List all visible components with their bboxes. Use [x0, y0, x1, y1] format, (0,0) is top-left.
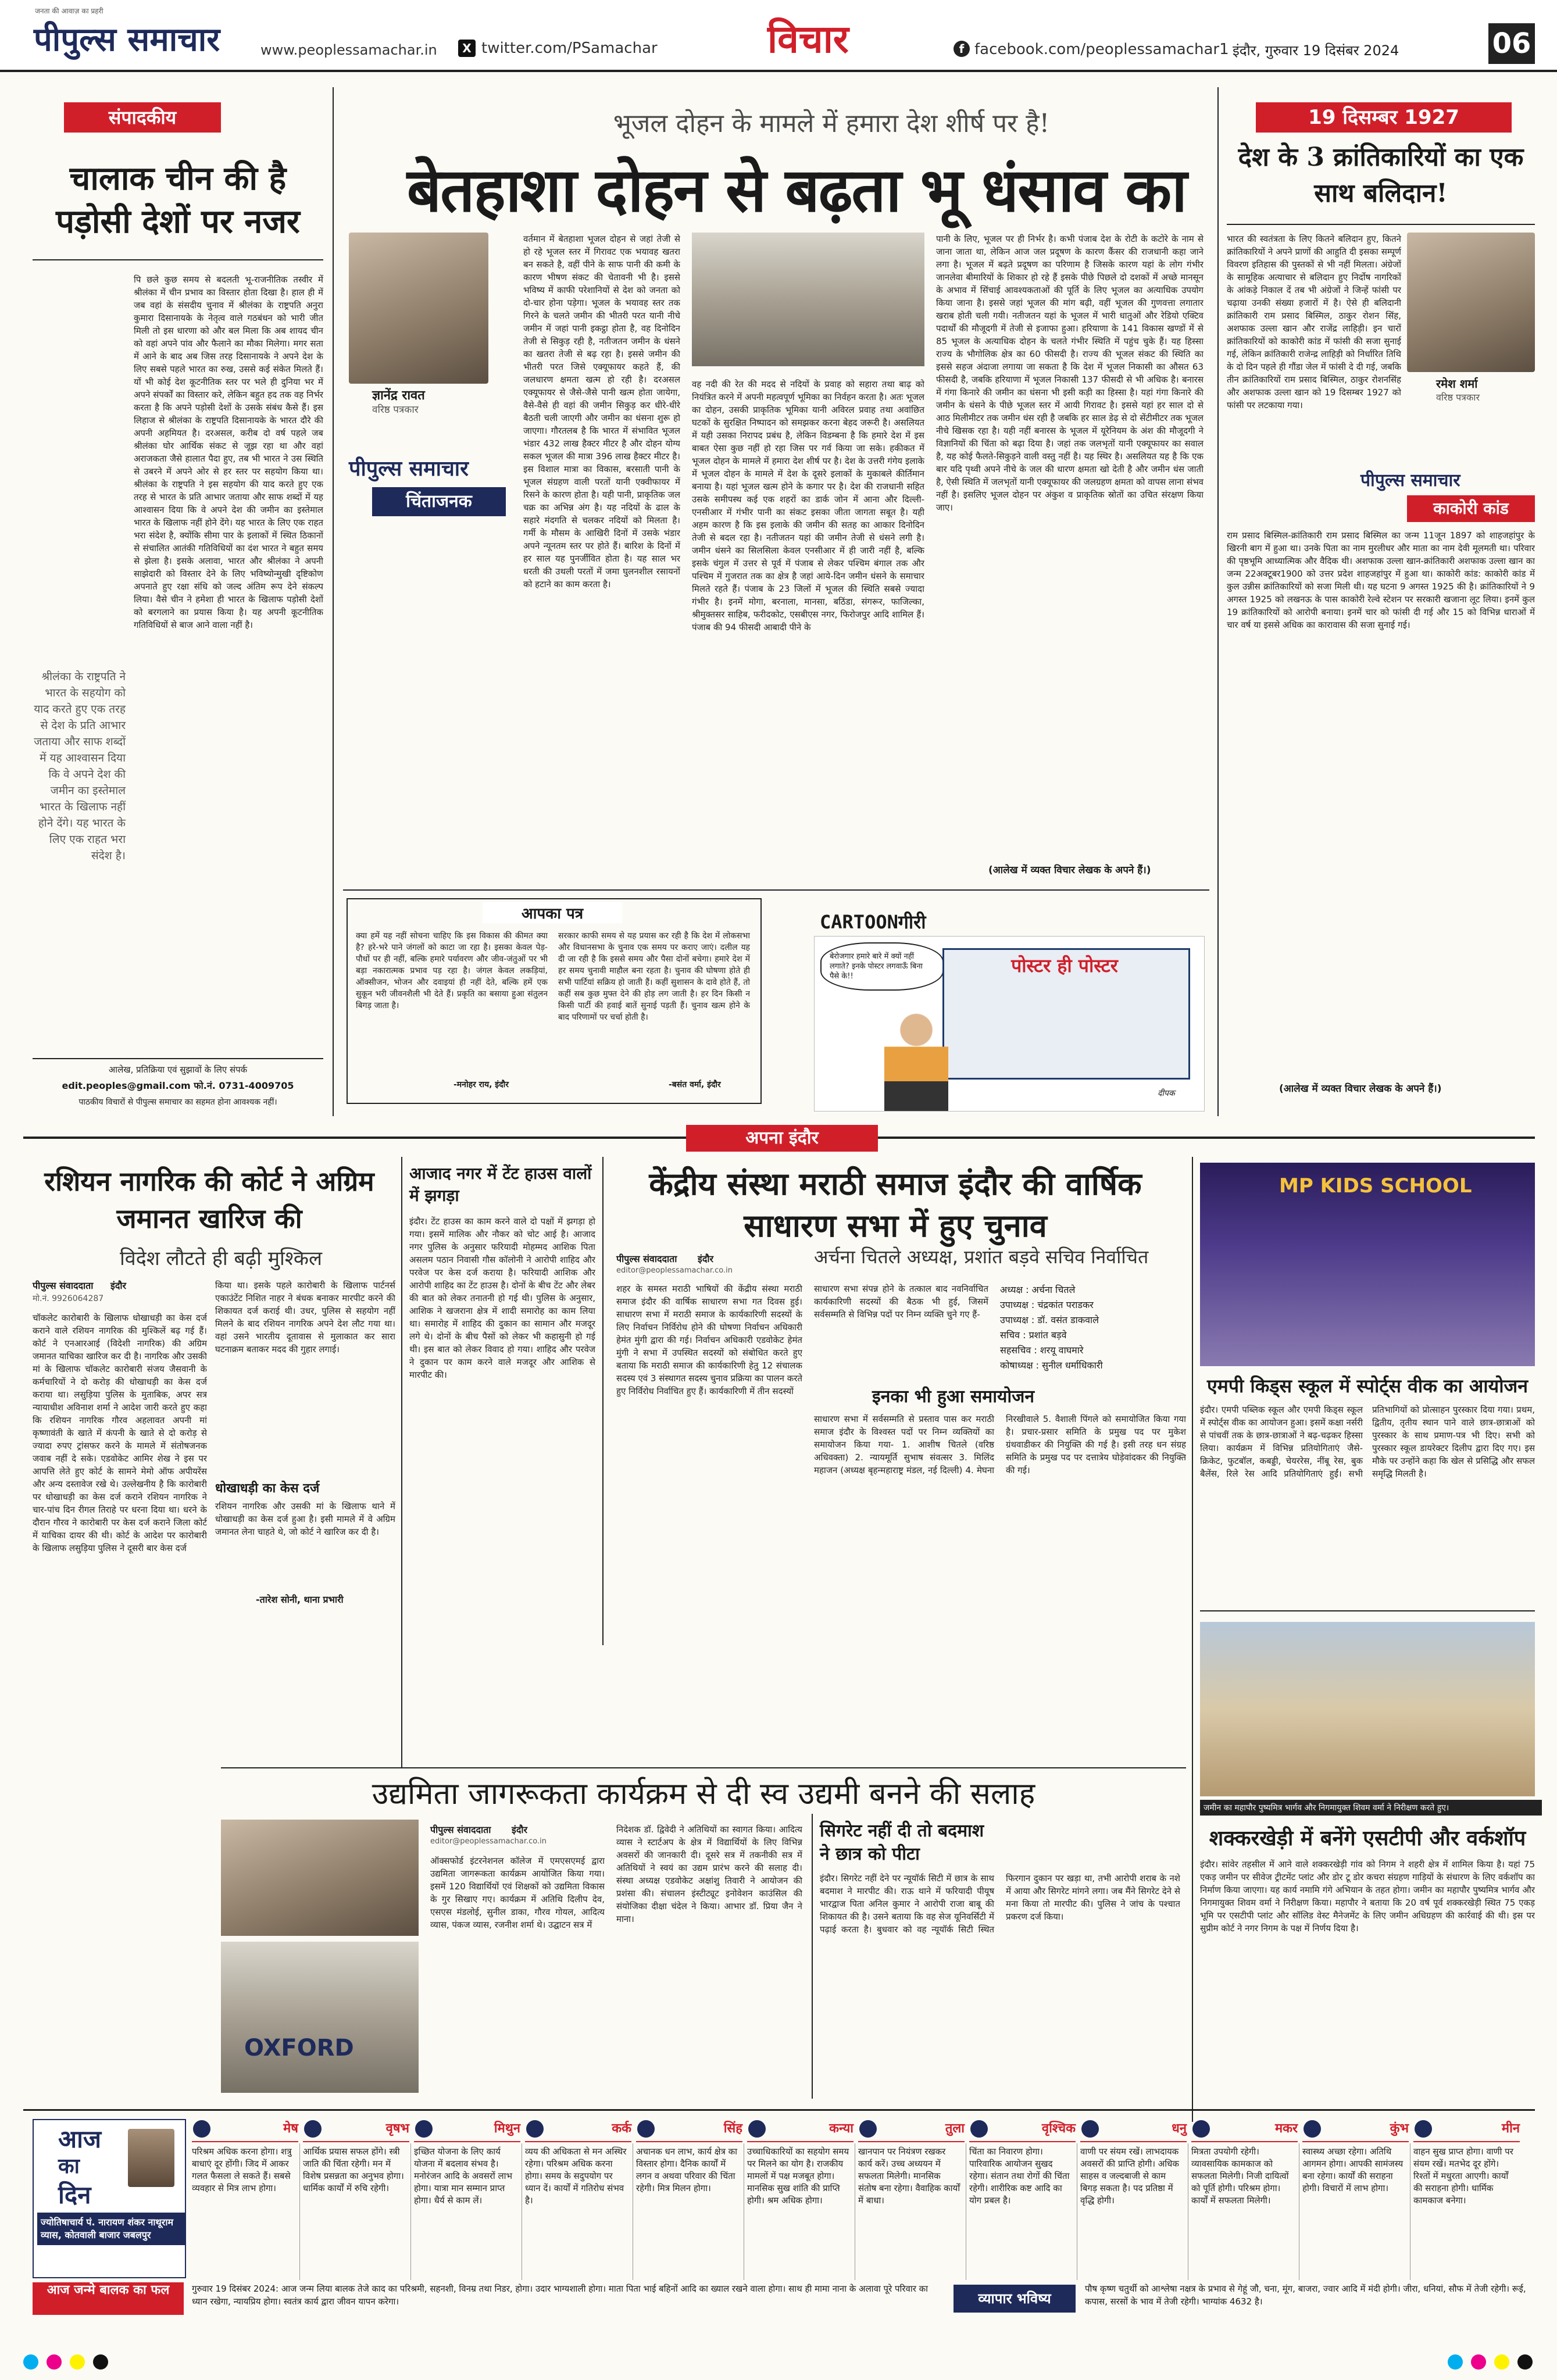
news1-subhead2: धोखाधड़ी का केस दर्ज — [215, 1481, 320, 1496]
cartoon-signature: दीपक — [1158, 1089, 1175, 1098]
history-author-role: वरिष्ठ पत्रकार — [1436, 392, 1480, 403]
rashi-text: चिंता का निवारण होगा। पारिवारिक आयोजन सुखद रहेगा। संतान तथा रोगों की चिंता रहेगी। शारीरिक कष्ट आदि का योग प्रबल है। — [969, 2146, 1070, 2206]
rashi-name: तुला — [858, 2119, 965, 2142]
news5-headline: शक्करखेड़ी में बनेंगे एसटीपी और वर्कशॉप — [1209, 1826, 1526, 1850]
editorial-pullquote: श्रीलंका के राष्ट्रपति ने भारत के सहयोग को याद करते हुए एक तरह से देश के प्रति आभार जताया और साफ शब्दों में यह आश्वासन दिया कि वे अपने देश की जमीन का इस्तेमाल भारत के खिलाफ नहीं होने देंगे। यह भारत के लिए एक राहत भरा संदेश है। — [34, 670, 126, 862]
news6-byline: पीपुल्स संवाददाता — [430, 1824, 491, 1835]
letter-1: क्या हमें यह नहीं सोचना चाहिए कि इस विकास की कीमत क्या है? हरे-भरे पाने जंगलों को काटा जा रहा है। इसका केवल पेड़-पौधों पर ही नहीं, बल्कि हमारे पर्यावरण और जीव-जंतुओं पर भी बड़ा नकारात्मक प्रभाव पड़ रहा है। जंगल केवल लकड़ियां, ऑक्सीजन, भोजन और दवाइयां ही नहीं देते, बल्कि हमें एक सुकून भरी जीवनशैली भी देते हैं। प्रकृति का बसाया हुआ संतुलन बिगड़ जाता है। — [356, 931, 548, 1010]
office-joint-secretary: सहसचिव : शरयू वाघमारे — [1000, 1345, 1084, 1356]
history-badge: काकोरी कांड — [1407, 495, 1535, 522]
news3-divider — [1192, 1157, 1193, 2122]
zodiac-sign-icon — [526, 2120, 544, 2138]
news2-divider — [602, 1157, 603, 1645]
website-link[interactable]: www.peoplessamachar.in — [260, 42, 437, 58]
zodiac-sign-icon — [1304, 2120, 1321, 2138]
office-vp-1: उपाध्यक्ष : चंद्रकांत पराडकर — [1000, 1299, 1094, 1310]
news4-headline: एमपी किड्स स्कूल में स्पोर्ट्स वीक का आयोजन — [1206, 1375, 1528, 1397]
letter-1-author: -मनोहर राय, इंदौर — [453, 1080, 509, 1089]
news6-email[interactable]: editor@peoplessamachar.co.in — [430, 1837, 547, 1846]
rashi-text: खानपान पर नियंत्रण रखकर कार्य करें। उच्च अध्ययन में सफलता मिलेगी। मानसिक संतोष बना रहेगा। वैवाहिक कार्यों में बाधा। — [858, 2146, 960, 2206]
registration-marks — [23, 2349, 1535, 2372]
news1-place: इंदौर — [110, 1280, 127, 1291]
badge-logo: पीपुल्स समाचार — [349, 456, 469, 481]
news1-quote-author: -तारेश सोनी, थाना प्रभारी — [256, 1594, 344, 1605]
main-col-3: पानी के लिए, भूजल पर ही निर्भर है। कभी पंजाब देश के रोटी के कटोरे के नाम से जाना जाता था, लेकिन आज जल प्रदूषण के कारण कैंसर की राजधानी कहा जाने लगा है। भूजल में बढ़ते प्रदूषण का परिणाम है जिसके कारण यहां के लोग गंभीर जानलेवा बीमारियों के शिकार हो रहे हैं इसके पीछे पिछले दो दशकों में अच्छे मानसून के अभाव में सिंचाई आवश्यकताओं की पूर्ति के लिए भूजल का अत्याधिक उपयोग किया जाना है। इससे जहां भूजल की मांग बढ़ी, वहीं भूजल की गुणवत्ता लगातार खराब होती चली गयी। नतीजतन यहां के भूजल में भारी धातुओं और रेडियो एक्टिव पदार्थों की मौजूदगी में तेजी से इजाफा हुआ। हरियाणा के 141 विकास खण्डों में से 85 भूजल के अत्याधिक दोहन के चलते गंभीर स्थिति में पहुंच चुके हैं। यह हिस्सा राज्य के भौगोलिक क्षेत्र का 60 फीसदी है। राज्य की भूजल संकट की स्थिति का इससे सहज अंदाजा लगाया जा सकता है कि देश में भूजल निकासी का औसत 63 फीसदी है, जबकि हरियाणा में भूजल निकासी 137 फीसदी से भी अधिक है। बनारस में गंगा किनारे की जमीन का धंसना भी इसी कड़ी का हिस्सा है। यहां गंगा किनारे की जमीन के धंसने के पीछे भूजल स्तर में आयी गिरावट है। इससे यहां हर साल दो से आठ मिलीमीटर तक जमीन धंस रही है जबकि हर साल डेढ़ से दो सेंटीमीटर तक भूजल नीचे खिसक रहा है। यही नहीं बनारस के भूजल में यूरेनियम के अंश की मौजूदगी ने विज्ञानियों की चिंता को बढ़ा दिया है। जहां तक जलभृतों यानी एक्यूफायर का सवाल है, यह कोई फैलते-सिकुड़ने वाली वस्तु नहीं है। यह स्थिर है। असलियत यह है कि एक बार यदि पृथ्वी अपने नीचे के जल की धारण क्षमता खो देती है और जमीन धंस जाती है, ऐसी स्थिति में जलभृतों यानी एक्यूफायर की जलग्रहण क्षमता को वापस लाना संभव नहीं है। इसलिए भूजल दोहन पर अंकुश व प्राकृतिक स्रोतों का उचित संरक्षण किया जाए। — [936, 234, 1204, 513]
news1-byline: पीपुल्स संवाददाता — [33, 1280, 94, 1291]
news1-body2: किया था। इसके पहले कारोबारी के खिलाफ पार्टनर्स एकाउंटेंट निशित नाहर ने बंधक बनाकर मारपीट करने की शिकायत दर्ज कराई थी। उधर, पुलिस से सहयोग नहीं मिलने के बाद रशियन नागरिक अपने देश लौट गया था। वहां उसने भारतीय दूतावास से मुलाकात कर सारा घटनाक्रम बताकर मदद की गुहार लगाई। — [215, 1280, 395, 1355]
rashi-text: परिश्रम अधिक करना होगा। शत्रु बाधाएं दूर होंगी। जिद में आकर गलत फैसला ले सकते हैं। सबसे व्यवहार से मित्र लाभ होगा। — [192, 2146, 292, 2193]
page-number: 06 — [1488, 23, 1535, 64]
history-body-2: राम प्रसाद बिस्मिल-क्रांतिकारी राम प्रसाद बिस्मिल का जन्म 11जून 1897 को शाहजहांपुर के खिरनी बाग में हुआ था। उनके पिता का नाम मुरलीधर और माता का नाम देवी मूलमती था। परिवार की पृष्ठभूमि आध्यात्मिक और वैदिक थी। अशफाक उल्ला खान-क्रांतिकारी अशफाक उल्ला खान का जन्म 22अक्टूबर1900 को उत्तर प्रदेश शाहजहांपुर में हुआ था। काकोरी कांड: काकोरी कांड में कुल उन्नीस क्रांतिकारियों को सजा मिली थी। यह घटना 9 अगस्त 1925 की है। क्रांतिकारियों ने 9 अगस्त 1925 को लखनऊ के पास काकोरी रेल्वे स्टेशन पर सरकारी खजाना लूट लिया। इनमें कुल 19 क्रांतिकारियों को आरोपी बनाया। इनमें चार को फांसी दी गई और 15 को विभिन्न धाराओं में चार वर्ष या इससे अधिक का कारावास की सजा सुनाई गई। — [1227, 530, 1535, 630]
news3-subhead2: इनका भी हुआ समायोजन — [872, 1386, 1035, 1407]
news7-body: इंदौर। सिगरेट नहीं देने पर न्यूयॉर्क सिटी में छात्र के साथ बदमाश ने मारपीट की। राऊ थाने में फरियादी पीयूष भारद्वाज पिता अनिल कुमार ने आरोपी राजा बाबू की शिकायत की है। उसने बताया कि वह सेज यूनिवर्सिटी में पढ़ाई करता है। बुधवार को वह न्यूयॉर्क सिटी स्थित फिरगान दुकान पर खड़ा था, तभी आरोपी शराब के नशे में आया और सिगरेट मांगने लगा। जब मैंने सिगरेट देने से मना किया तो मारपीट की। पुलिस ने जांच के पश्चात प्रकरण दर्ज किया। — [820, 1873, 1180, 1935]
editorial-headline: चालाक चीन की है पड़ोसी देशों पर नजर — [56, 159, 300, 241]
aaj-ka-din-2: का — [58, 2154, 80, 2178]
birthday-label: आज जन्मे बालक का फल — [33, 2282, 184, 2315]
cartoon-title: CARTOONगीरी — [820, 911, 926, 933]
editorial-body: पि छले कुछ समय से बदलती भू-राजनीतिक तस्वीर में श्रीलंका में चीन प्रभाव का विस्तार होता दिखा है। हाल ही में जब वहां के संसदीय चुनाव में श्रीलंका के राष्ट्रपति अनुरा कुमारा दिसानायके के नेतृत्व वाले गठबंधन को भारी जीत मिली तो इस धारणा को और बल मिला कि अब शायद चीन को वहां अपने पांव और फैलाने का मौका मिलेगा। मगर सता में आने के बाद अब जिस तरह दिसानायके ने अपने देश के लिए सबसे पहले भारत का रुख, उससे कई संकेत मिलते हैं। यों भी कोई देश कूटनीतिक स्तर पर भले ही दुनिया भर में अपने संपर्कों का विस्तार करे, लेकिन बहुत हद तक वह निर्भर करता है कि अपने पड़ोसी देशों के उसके संबंध कैसे हैं। इस लिहाज से श्रीलंका के राष्ट्रपति दिसानायके के भारत दौरे की अपनी अहमियत है। दरअसल, करीब दो वर्ष पहले जब श्रीलंका घोर आर्थिक संकट से जूझ रहा था और वहां अराजकता जैसे हालात पैदा हुए, तब भी भारत ने उस स्थिति से उबरने में अपने ओर से हर स्तर पर सहयोग किया था। श्रीलंका के राष्ट्रपति ने इस सहयोग की याद करते हुए एक तरह से भारत के प्रति आभार जताया और साफ शब्दों में यह आश्वासन दिया कि वे अपने देश की जमीन का इस्तेमाल भारत के खिलाफ नहीं होने देंगे। यह भारत के लिए एक राहत भरा संदेश है, क्योंकि सीमा पार के इलाकों में स्थित ठिकानों से संचालित आतंकी गतिविधियों का दंश भारत ने बहुत समय से झेला है। इसके अलावा, भारत और श्रीलंका ने अपनी साझेदारी को विस्तार देने के लिए भविष्योन्मुखी दृष्टिकोण अपनाते हुए रक्षा संधि को जल्द अंतिम रूप देने संकल्प लिया। वैसे चीन ने हमेशा ही भारत के खिलाफ पड़ोसी देशों को बरगलाने का प्रयास किया है। यह अपनी कूटनीतिक गतिविधियों से बाज आने वाला नहीं है। — [134, 274, 323, 630]
news3-byline: पीपुल्स संवाददाता — [616, 1253, 677, 1264]
news1-body3: रशियन नागरिक और उसकी मां के खिलाफ थाने में धोखाधड़ी का केस दर्ज हुआ है। इसी मामले में वे अग्रिम जमानत लेना चाहते थे, जो कोर्ट ने खारिज कर दी है। — [215, 1501, 395, 1537]
news3-body1: शहर के समस्त मराठी भाषियों की केंद्रीय संस्था मराठी समाज इंदौर की वार्षिक साधारण सभा गत दिवस हुई। साधारण सभा में मराठी समाज के कार्यकारिणी सदस्यों के लिए निर्वाचन निर्विरोध होने की घोषणा निर्वाचन अधिकारी हेमंत मुंगी द्वारा की गई। निर्वाचन अधिकारी एडवोकेट हेमंत मुंगी ने सभा में उपस्थित सदस्यों को संबोधित करते हुए बताया कि मराठी समाज की कार्यकारिणी हेतु 12 संचालक सदस्य एवं 3 संस्थागत सदस्य चुनाव प्रक्रिया का पालन करते हुए निर्विरोध निर्वाचित हुए हैं। कार्यकारिणी में तीन सदस्यों — [616, 1284, 802, 1396]
cartoon-poster-title: पोस्टर ही पोस्टर — [1011, 955, 1118, 977]
news4-bottom-rule — [1200, 1610, 1535, 1611]
twitter-icon: X — [458, 40, 476, 57]
author-photo — [349, 233, 488, 384]
masthead — [0, 0, 1557, 72]
news6-body2: निदेशक डॉ. द्विवेदी ने अतिथियों का स्वागत किया। आदित्य व्यास ने स्टार्टअप के क्षेत्र में विद्यार्थियों के लिए विभिन्न अवसरों की जानकारी दी। दूसरे सत्र में तकनीकी सत्र में अतिथियों ने स्वयं का उद्यम प्रारंभ करने की सलाह दी। संस्था अध्यक्ष एडवोकेट अक्षांशु तिवारी ने आयोजन की प्रशंसा की। संचालन इंस्टीट्यूट इनोवेशन काउंसिल की संयोजिका दीक्षा चंदेल ने किया। आभार डॉ. प्रिया जैन ने माना। — [616, 1824, 802, 1924]
cartoon-speech-bubble: बेरोजगार हमारे बारे में क्यों नहीं लगाते? इनके पोस्टर लगवाऊँ बिना पैसे के!! — [820, 942, 944, 991]
main-footnote: (आलेख में व्यक्त विचार लेखक के अपने हैं।) — [988, 864, 1151, 876]
inspection-photo-caption: जमीन का महापौर पुष्यमित्र भार्गव और निगमायुक्त शिवम वर्मा ने निरीक्षण करते हुए। — [1200, 1800, 1542, 1816]
rashi-name: सिंह — [636, 2119, 742, 2142]
astrologer-photo — [128, 2129, 174, 2187]
news1-mobile: मो.नं. 9926064287 — [33, 1294, 104, 1303]
badge-tag: चिंताजनक — [372, 487, 506, 516]
left-column-divider — [333, 87, 334, 1116]
rashi-text: आर्थिक प्रयास सफल होंगे। स्त्री जाति की चिंता रहेगी। मन में विशेष प्रसन्नता का अनुभव होगा। धार्मिक कार्यों में रुचि रहेगी। — [303, 2146, 404, 2193]
contact-title: आलेख, प्रतिक्रिया एवं सुझावों के लिए संपर्क — [108, 1064, 248, 1075]
rashi-name: मकर — [1191, 2119, 1298, 2142]
rashi-name: कन्या — [747, 2119, 854, 2142]
news6-divider — [812, 1814, 813, 2099]
office-treasurer: कोषाध्यक्ष : सुनील धर्माधिकारी — [1000, 1360, 1103, 1371]
editorial-divider — [33, 259, 323, 260]
disclaimer: पाठकीय विचारों से पीपुल्स समाचार का सहमत होना आवश्यक नहीं। — [78, 1098, 277, 1107]
event-photo-audience — [221, 1942, 419, 2093]
rashi-text: मित्रता उपयोगी रहेगी। व्यावसायिक कामकाज को सफलता मिलेगी। निजी दायित्वों को पूर्ति होगी। परिश्रम होगा। कार्यों में सफलता मिलेगी। — [1191, 2146, 1289, 2206]
news3-email[interactable]: editor@peoplessamachar.co.in — [616, 1266, 733, 1275]
horoscope-top-rule — [23, 2109, 1535, 2111]
news7-headline: सिगरेट नहीं दी तो बदमाश ने छात्र को पीटा — [820, 1821, 984, 1864]
cartoon-figure — [884, 1012, 948, 1111]
rashi-text: व्यय की अधिकता से मन अस्थिर रहेगा। परिश्रम अधिक करना होगा। समय के सदुपयोग पर ध्यान दें। कार्यों में गतिरोध संभव है। — [525, 2146, 627, 2206]
zodiac-sign-icon — [1081, 2120, 1099, 2138]
office-vp-2: उपाध्यक्ष : डॉ. वसंत डाकवाले — [1000, 1314, 1099, 1325]
rashi-text: स्वास्थ्य अच्छा रहेगा। अतिथि आगमन होगा। आपकी सामंजस्य बना रहेगा। कार्यों की सराहना होगी। विचारों में लाभ होगा। — [1302, 2146, 1404, 2193]
rashi-name: वृषभ — [303, 2119, 409, 2142]
zodiac-sign-icon — [859, 2120, 877, 2138]
aaj-ka-din-1: आज — [58, 2125, 102, 2153]
rashi-text: वाहन सुख प्राप्त होगा। वाणी पर संयम रखें। मतभेद दूर होंगे। रिश्तों में मधुरता आएगी। कार्यों की सराहना होगी। धार्मिक कामकाज बनेगा। — [1413, 2146, 1513, 2206]
logo[interactable]: पीपुल्स समाचार — [34, 20, 220, 59]
main-col-1: वर्तमान में बेतहाशा भूजल दोहन से जहां तेजी से हो रहे भूजल स्तर में गिरावट एक भयावह खतरा बन सकते है, वहीं पीने के साफ पानी की कमी के कारण भीषण संकट की चेतावनी भी है। इससे भविष्य में काफी परेशानियों से देश को जनता को दो-चार होना पड़ेगा। भूजल के भयावह स्तर तक गिरने के चलते जमीन की भीतरी परत यानी नीचे जमीन में जहां पानी इकट्ठा होता है, वह दिनोदिन तेजी से सिकुड़ रही है, नतीजतन जमीन के धंसने का खतरा तेजी से बढ़ रहा है। इससे जमीन की भीतरी परत जिसे एक्यूफायर कहते हैं, की जलधारण क्षमता खत्म हो रही है। दरअसल एक्यूफायर से जैसे-जैसे पानी खत्म होता जायेगा, वैसे-वैसे ही वहां की जमीन सिकुड़ कर धीरे-धीरे बैठती चली जाएगी और जमीन का धंसना शुरू हो जाएगा। गौरतलब है कि भारत में संभावित भूजल भंडार 432 लाख हैक्टर मीटर है और दोहन योग्य सकल भूजल की मात्रा 396 लाख हैक्टर मीटर है। इस विशाल मात्रा का विकास, बरसाती पानी के भूजल संग्रहण वाली परतों यानी एक्वीफायर में रिसने के कारण होता है। यही पानी, प्राकृतिक जल चक्र का अभिन्न अंग है। यह नदियों के ढाल के सहारे मंदगति से चलकर नदियों को मिलता है। गर्मी के मौसम के आखिरी दिनों में उसके भंडार अपने न्यूनतम स्तर पर होते हैं। बारिश के दिनों में हर साल यह पुनर्जीवित होता है। यह साल भर धरती की उथली परतों में जमा घुलनशील रसायनों को हटाने का काम करता है। — [523, 234, 680, 589]
rashi-text: उच्चाधिकारियों का सहयोग समय पर मिलने का योग है। राजकीय मामलों में पक्ष मजबूत होगा। मानसिक सुख शांति की प्राप्ति होगी। श्रम अधिक होगा। — [747, 2146, 849, 2206]
news1-divider — [401, 1157, 402, 1767]
twitter-link[interactable]: twitter.com/PSamachar — [481, 40, 658, 57]
zodiac-sign-icon — [1192, 2120, 1210, 2138]
author-role: वरिष्ठ पत्रकार — [372, 404, 419, 416]
section-title: विचार — [767, 16, 849, 62]
news1-body: चॉकलेट कारोबारी के खिलाफ धोखाधड़ी का केस दर्ज कराने वाले रशियन नागरिक की मुश्किलें बढ़ गई हैं। कोर्ट ने एनआरआई (विदेशी नागरिक) की अग्रिम जमानत याचिका खारिज कर दी है। नागरिक और उसकी मां के खिलाफ चॉकलेट कारोबारी संजय जैसवानी के कर्मचारियों ने दो करोड़ की धोखाधड़ी का केस दर्ज कराया था। लसुड़िया पुलिस के मुताबिक, अपर सत्र न्यायाधीश अविनाश शर्मा ने आदेश जारी करते हुए कहा कि रशियन नागरिक गौरव अहलावत अपनी मां कृष्णावंती के खाते में कंपनी के खाते से दो करोड़ से ज्यादा रुपए ट्रांसफर करने के मामले में संतोषजनक जवाब नहीं दे सके। एडवोकेट आमिर शेख ने इस पर आपत्ति लेते हुए कोर्ट के सामने मेमो ऑफ अपीयरेंस और अन्य दस्तावेज रखे थे। उल्लेखनीय है कि कारोबारी पर धोखाधड़ी का केस दर्ज कराने रशियन नागरिक ने चार-पांच दिन रीगल तिराहे पर धरना दिया था। धरने के दौरान गौरव ने कारोबारी पर केस दर्ज कराने जिला कोर्ट में याचिका दायर की थी। कोर्ट के आदेश पर कारोबारी के खिलाफ लसुड़िया पुलिस ने दूसरी बार केस दर्ज — [33, 1313, 207, 1553]
letter-2-author: -बसंत वर्मा, इंदौर — [669, 1080, 721, 1089]
main-col-2: वह नदी की रेत की मदद से नदियों के प्रवाह को सहारा तथा बाढ़ को नियंत्रित करने में अपनी महत्वपूर्ण भूमिका का निर्वहन करता है। अतः भूजल का दोहन, उसकी प्राकृतिक भूमिका यानी अविरल प्रवाह तथा अवांछित घटकों के सुरक्षित निष्पादन को समझकर करना बेहद जरूरी है। असलियत में यही उसका निरापद प्रबंध है, लेकिन विडम्बना है कि हमारे देश में इस बाबत ऐसा कुछ नहीं हो रहा जिस पर गर्व किया जा सके। हकीकत में भूजल दोहन के मामले में हमारा देश शीर्ष पर है। देश के उत्तरी गंगेय इलाके में भूजल दोहन के मामले में देश के दूसरे इलाकों के मुकाबले कीर्तिमान बनाया है। यहां भूजल खत्म होने के कगार पर है। देश की राजधानी सहित उसके समीपस्थ कई एक शहरों का डार्क जोन में आना और दिल्ली-एनसीआर में गंभीर पानी का संकट इसका जीता जागता सबूत है। यही अहम कारण है कि इस इलाके की जमीन की सतह का आकार दिनोदिन तेजी से बदल रहा है। नतीजतन यहां की जमीन तेजी से धंसने लगी है। जमीन धंसने का सिलसिला केवल एनसीआर में ही जारी नहीं है, बल्कि इसके चंगुल में उत्तर से पूर्व में पंजाब से लेकर पश्चिम बंगाल तक और पश्चिम में गुजरात तक का क्षेत्र है जहां आये-दिन जमीन धंसने के समाचार मिलते रहते हैं। पंजाब के 23 जिलों में भूजल की स्थिति सबसे ज्यादा गंभीर है। इनमें मोगा, बरनाला, मानसा, बठिंडा, संगरूर, फाजिल्का, श्रीमुक्तसर साहिब, फरीदकोट, एसबीएस नगर, फिरोजपुर आदि शामिल हैं। पंजाब की 94 फीसदी आबादी पीने के — [692, 379, 924, 632]
dateline: इंदौर, गुरुवार 19 दिसंबर 2024 — [1233, 42, 1399, 59]
aaj-ka-din-3: दिन — [58, 2181, 91, 2209]
news1-subhead: विदेश लौटते ही बढ़ी मुश्किल — [119, 1247, 322, 1270]
astrologer-info: ज्योतिषाचार्य पं. नारायण शंकर नाथूराम व्यास, कोतवाली बाजार जबलपुर — [37, 2213, 186, 2245]
author-name: ज्ञानेंद्र रावत — [372, 388, 425, 403]
market-text: पौष कृष्ण चतुर्थी को आश्लेषा नक्षत्र के प्रभाव से गेहूं जौ, चना, मूंग, बाजरा, ज्वार आदि में मंदी होगी। जीरा, धनियां, सौफ में तेजी रहेगी। रूई, कपास, सरसों के भाव में तेजी रहेगी। भाग्यांक 4632 है। — [1085, 2283, 1526, 2307]
news2-headline: आजाद नगर में टेंट हाउस वालों में झगड़ा — [409, 1164, 592, 1205]
history-body-1: भारत की स्वतंत्रता के लिए कितने बलिदान हुए, कितने क्रांतिकारियों ने अपने प्राणों की आहुति दी इसका सम्पूर्ण विवरण इतिहास की पुस्तकों से भी नहीं मिलता। अंग्रेजों के सामूहिक अत्याचार से बलिदान हुए निर्दोष नागरिकों के आंकड़े निकाल दें तब भी अंग्रेजों ने जिन्हें फांसी पर चढ़ाया उनकी संख्या हजारों में है। ऐसे ही बलिदानी क्रांतिकारी राम प्रसाद बिस्मिल, ठाकुर रोशन सिंह, अशफाक उल्ला खान और राजेंद्र लाहिड़ी। इन चारों क्रांतिकारियों को काकोरी कांड में फांसी की सजा सुनाई गई, लेकिन क्रांतिकारी राजेन्द्र लाहिड़ी को निर्धारित तिथि के दो दिन पहले ही गौंडा जेल में फांसी दे दी गई, जबकि तीन क्रांतिकारियों राम प्रसाद बिस्मिल, ठाकुर रोशनसिंह और अशफाक उल्ला खान को 19 दिसम्बर 1927 को फांसी पर लटकाया गया। — [1227, 234, 1401, 410]
zodiac-sign-icon — [637, 2120, 655, 2138]
facebook-icon: f — [954, 41, 970, 57]
facebook-link[interactable]: facebook.com/peoplessamachar1 — [974, 41, 1229, 58]
rashi-name: कुंभ — [1302, 2119, 1409, 2142]
rashi-name: मेष — [192, 2119, 298, 2142]
main-bottom-rule — [343, 889, 1209, 891]
news3-place: इंदौर — [698, 1253, 714, 1264]
main-headline: बेतहाशा दोहन से बढ़ता भू धंसाव का — [406, 154, 1187, 226]
zodiac-sign-icon — [193, 2120, 210, 2138]
rashi-name: कर्क — [525, 2119, 631, 2142]
rashi-divider — [410, 2143, 411, 2280]
history-footnote: (आलेख में व्यक्त विचार लेखक के अपने हैं।) — [1279, 1083, 1442, 1095]
news3-headline: केंद्रीय संस्था मराठी समाज इंदौर की वार्षिक साधारण सभा में हुए चुनाव — [649, 1165, 1142, 1244]
letter-2: सरकार काफी समय से यह प्रयास कर रही है कि देश में लोकसभा और विधानसभा के चुनाव एक समय पर कराए जाएं। दलील यह दी जा रही है कि इससे समय और पैसा दोनों बचेगा। हमारे देश में हर समय चुनावी माहौल बना रहता है। चुनाव की घोषणा होते ही सभी पार्टियां सक्रिय हो जाती हैं। कहीं सुशासन के दावे होते हैं, तो कहीं सब कुछ मुफ्त देने की होड़ लग जाती है। हर दिन किसी न किसी पार्टी की हवाई बातें सुनाई पड़ती हैं। चुनाव खत्म होने के बाद परिणामों पर चर्चा होती है। — [558, 931, 750, 1022]
inspection-photo — [1200, 1622, 1535, 1796]
news3-subhead: अर्चना चितले अध्यक्ष, प्रशांत बड़वे सचिव निर्वाचित — [814, 1246, 1149, 1268]
news6-place: इंदौर — [512, 1824, 528, 1835]
market-label: व्यापार भविष्य — [954, 2285, 1076, 2313]
news3-officers — [1000, 1282, 1186, 1373]
news6-headline: उद्यमिता जागरूकता कार्यक्रम से दी स्व उद्यमी बनने की सलाह — [372, 1777, 1035, 1811]
rashi-name: वृश्चिक — [969, 2119, 1076, 2142]
zodiac-sign-icon — [415, 2120, 433, 2138]
contact-info[interactable]: edit.peoples@gmail.com फो.नं. 0731-4009705 — [62, 1080, 294, 1091]
news6-body1: ऑक्सफोर्ड इंटरनेशनल कॉलेज में एमएसएमई द्वारा उद्यमिता जागरूकता कार्यक्रम आयोजित किया गया। इसमें 120 विद्यार्थियों एवं शिक्षकों को उद्यमिता विकास के गुर सिखाए गए। कार्यक्रम में अतिथि दिलीप देव, एसएस मंडलोई, सुनील डाका, गौरव गोयल, आदित्य व्यास, पंकज व्यास, रजनीश शर्मा थे। उद्घाटन सत्र में — [430, 1856, 605, 1930]
zodiac-sign-icon — [1415, 2120, 1432, 2138]
news1-headline: रशियन नागरिक की कोर्ट ने अग्रिम जमानत खारिज की — [44, 1166, 374, 1234]
birthday-text: गुरुवार 19 दिसंबर 2024: आज जन्म लिया बालक तेजे काद का परिश्रमी, सहनशी, विनम्र तथा निडर, होगा। उदार भाग्यशाली होगा। माता पिता भाई बहिनों आदि का ख्याल रखने वाला होगा। साथ ही मामा नाना के अलावा पूरे परिवार का ध्यान रखेगा, न्यायप्रिय होगा। स्वतंत्र कार्य द्वारा जीवन यापन करेगा। — [192, 2283, 929, 2307]
history-badge-logo: पीपुल्स समाचार — [1360, 470, 1460, 491]
office-secretary: सचिव : प्रशांत बड़वे — [1000, 1330, 1067, 1341]
rashi-name: मीन — [1413, 2119, 1520, 2142]
rashi-text: इच्छित योजना के लिए कार्य योजना में बदलाव संभव है। मनोरंजन आदि के अवसरों लाभ होगा। यात्रा मान सम्मान प्राप्त होगा। धैर्य से काम लें। — [414, 2146, 513, 2206]
news5-body: इंदौर। सांवेर तहसील में आने वाले शक्करखेड़ी गांव को निगम ने शहरी क्षेत्र में शामिल किया है। यहां 75 एकड़ जमीन पर सीवेज ट्रीटमेंट प्लांट और डोर टू डोर कचरा संग्रहण गाड़ियों के संधारण के लिए वर्कशॉप का निर्माण किया जाएगा। यह कार्य नमामि गंगे अभियान के तहत होगा। जमीन का महापौर पुष्यमित्र भार्गव और निगमायुक्त शिवम वर्मा ने निरीक्षण किया। महापौर ने बताया कि 20 वर्ष पूर्व शक्करखेड़ी स्थित 75 एकड़ भूमि पर एसटीपी प्लांट और सॉलिड वेस्ट मैनेजमेंट के लिए जमीन अधिग्रहण की कार्रवाई की थी। इस पर सुप्रीम कोर्ट ने नगर निगम के पक्ष में निर्णय दिया है। — [1200, 1859, 1535, 1934]
main-kicker: भूजल दोहन के मामले में हमारा देश शीर्ष पर है! — [613, 109, 1050, 138]
history-headline: देश के 3 क्रांतिकारियों का एक साथ बलिदान! — [1238, 142, 1524, 208]
zodiac-sign-icon — [304, 2120, 322, 2138]
rashi-name: धनु — [1080, 2119, 1187, 2142]
logo-tagline: जनता की आवाज़ का प्रहरी — [35, 7, 103, 15]
letters-title: आपका पत्र — [483, 902, 622, 923]
rashi-text: वाणी पर संयम रखें। लाभदायक अवसरों की प्राप्ति होगी। अधिक साहस व जल्दबाजी से काम बिगड़ सकता है। पद प्रतिष्ठा में वृद्धि होगी। — [1080, 2146, 1179, 2206]
rashi-name: मिथुन — [414, 2119, 520, 2142]
history-divider — [1227, 224, 1535, 225]
news6-top-rule — [221, 1767, 1186, 1768]
cartoon-panel — [814, 936, 1205, 1112]
editorial-tag: संपादकीय — [64, 102, 221, 133]
history-author-photo — [1407, 233, 1535, 372]
news3-body2: साधारण सभा संपन्न होने के तत्काल बाद नवनिर्वाचित कार्यकारिणी सदस्यों की बैठक भी हुई, जिसमें सर्वसम्मति से विभिन्न पदों पर निम्न व्यक्ति चुने गए हैं- — [814, 1284, 988, 1320]
school-photo-banner: MP KIDS SCHOOL — [1279, 1174, 1472, 1198]
article-photo-sinkhole — [692, 233, 924, 366]
news3-body3: साधारण सभा में सर्वसम्मति से प्रस्ताव पास कर मराठी समाज इंदौर के विश्वस्त पदों पर निम्न व्यक्तियों का समायोजन किया गया- 1. आशीष चितले (वरिष्ठ अधिवक्ता) 2. न्यायमूर्ति सुभाष संवत्सर 3. मिलिंद महाजन (अध्यक्ष बृहन्महाराष्ट्र मंडल, नई दिल्ली) 4. मेघना निरखीवाले 5. वैशाली पिंगले को समायोजित किया गया है। प्रचार-प्रसार समिति के प्रमुख पद पर मुकेश ग्रंथवाडीकर की नियुक्ति की गई है। इसी तरह धन संग्रह समिति के प्रमुख पद पर दत्तात्रेय घोड़ेवांदकर की नियुक्ति की गई। — [814, 1414, 1186, 1475]
event-photo-text: OXFORD — [244, 2035, 354, 2061]
zodiac-sign-icon — [970, 2120, 988, 2138]
rashi-divider — [299, 2143, 300, 2280]
zodiac-sign-icon — [748, 2120, 766, 2138]
office-president: अध्यक्ष : अर्चना चितले — [1000, 1284, 1076, 1295]
history-author-name: रमेश शर्मा — [1436, 377, 1478, 391]
editorial-bottom-rule — [33, 1058, 323, 1059]
event-photo-speaker — [221, 1820, 419, 1936]
news4-body: इंदौर। एमपी पब्लिक स्कूल और एमपी किड्स स्कूल में स्पोर्ट्स वीक का आयोजन हुआ। इसमें कक्षा नर्सरी से पांचवीं तक के छात्र-छात्राओं ने बढ़-चढ़कर हिस्सा लिया। कार्यक्रम में विभिन्न प्रतियोगिताएं जैसे- क्रिकेट, फुटबॉल, कबड्डी, चेयररेस, नींबू रेस, बुक बैलेंस, रिले रेस आदि प्रतियोगिताएं हुईं। सभी प्रतिभागियों को प्रोत्साहन पुरस्कार दिया गया। प्रथम, द्वितीय, तृतीय स्थान पाने वाले छात्र-छात्राओं को पुरस्कार के साथ प्रमाण-पत्र भी दिए। सभी को पुरस्कार स्कूल डायरेक्टर दिलीप द्वारा दिए गए। इस मौके पर उन्होंने कहा कि खेल से प्रसिद्धि और सफल समृद्धि मिलती है। — [1200, 1405, 1535, 1479]
history-date: 19 दिसम्बर 1927 — [1256, 102, 1512, 133]
rashi-text: अचानक धन लाभ, कार्य क्षेत्र का विस्तार होगा। दैनिक कार्यों में लगन व अथवा परिवार की चिंता रहेगी। मित्र मिलन होगा। — [636, 2146, 738, 2193]
right-column-divider — [1217, 87, 1219, 1116]
apna-indore-banner: अपना इंदौर — [686, 1125, 878, 1152]
news2-body: इंदौर। टेंट हाउस का काम करने वाले दो पक्षों में झगड़ा हो गया। इसमें मालिक और नौकर को चोट आई है। आजाद नगर पुलिस के अनुसार फरियादी मोहम्मद आशिक पिता असलम पठान निवासी गौस कॉलोनी ने आरोपी शाहिद और परवेज पर केस दर्ज कराया है। फरियादी आशिक और आरोपी शाहिद का टेंट हाउस है। दोनों के बीच टेंट और लेबर की बात को लेकर तनातनी हो गई थी। पुलिस के अनुसार, आशिक ने खजराना क्षेत्र में शादी समारोह का काम लिया था। समारोह में शाहिद की दुकान का सामान और मजदूर लगे थे। दोनों के बीच पैसों को लेकर भी कहासुनी हो गई थी। इस बात को लेकर विवाद हो गया। शाहिद और परवेज ने दुकान पर काम करने वाले मजदूर और आशिक से मारपीट की। — [409, 1216, 595, 1380]
